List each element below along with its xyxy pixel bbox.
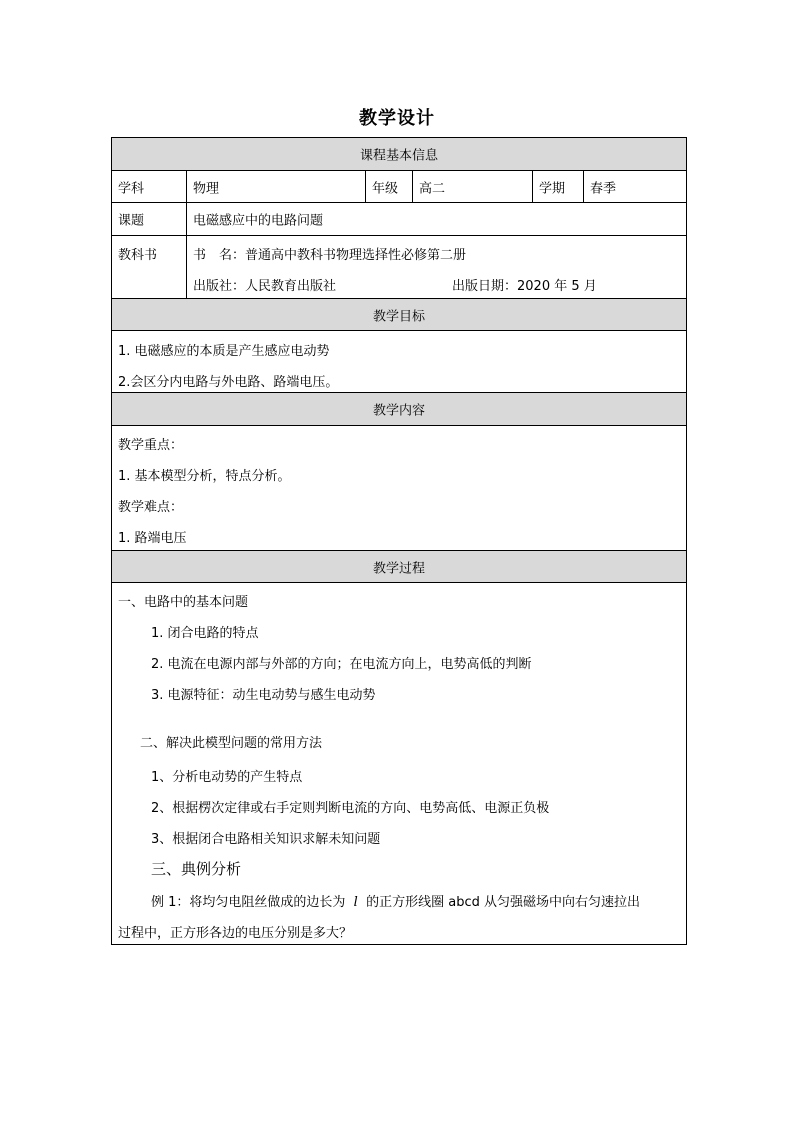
- section-heading: 二、解决此模型问题的常用方法: [140, 736, 323, 751]
- grade-value-cell: [413, 171, 533, 202]
- example-line: [151, 891, 640, 910]
- example-text-start: 例 1：将均匀电阻丝做成的边长为: [151, 895, 346, 910]
- basic-info-header-text: 课程基本信息: [359, 148, 438, 164]
- key-points-label: 教学重点：: [118, 438, 184, 453]
- objectives-header: [112, 299, 686, 331]
- term-label: 学期: [539, 181, 566, 196]
- list-item: 2. 电流在电源内部与外部的方向；在电流方向上，电势高低的判断: [151, 657, 532, 672]
- term-value-cell: [584, 171, 686, 202]
- list-item: 3. 电源特征：动生电动势与感生电动势: [151, 688, 376, 703]
- content-header-text: 教学内容: [372, 403, 425, 419]
- objective-item: 1. 电磁感应的本质是产生感应电动势: [118, 344, 330, 359]
- objectives-header-text: 教学目标: [372, 309, 425, 324]
- process-body: [112, 583, 686, 944]
- grade-value: 高二: [419, 181, 446, 196]
- subject-row: [112, 171, 686, 203]
- topic-row: [112, 203, 686, 236]
- term-label-cell: [533, 171, 584, 202]
- basic-info-header: [112, 138, 686, 171]
- publisher: 出版社：人民教育出版社: [193, 279, 337, 294]
- section-heading: 三、典例分析: [151, 860, 242, 878]
- topic-value-cell: [187, 203, 686, 235]
- textbook-label: 教科书: [118, 248, 158, 263]
- objectives-content: [112, 331, 686, 393]
- term-value: 春季: [590, 181, 617, 196]
- topic-value: 电磁感应中的电路问题: [193, 213, 324, 229]
- subject-value: 物理: [193, 181, 220, 196]
- subject-value-cell: [187, 171, 366, 202]
- book-name: 书 名：普通高中教科书物理选择性必修第二册: [193, 248, 467, 263]
- subject-label-cell: [112, 171, 187, 202]
- content-header: [112, 393, 686, 426]
- textbook-info-cell: [187, 236, 686, 298]
- textbook-label-cell: [112, 236, 187, 298]
- list-item: 3、根据闭合电路相关知识求解未知问题: [151, 832, 381, 847]
- publication-date: 出版日期：2020 年 5 月: [452, 279, 597, 294]
- document-title: 教学设计: [359, 108, 435, 129]
- example-line-2: 过程中，正方形各边的电压分别是多大？: [118, 926, 353, 941]
- difficulty-item: 1. 路端电压: [118, 531, 187, 546]
- grade-label: 年级: [372, 181, 399, 196]
- list-item: 2、根据楞次定律或右手定则判断电流的方向、电势高低、电源正负极: [151, 801, 550, 816]
- subject-label: 学科: [118, 181, 145, 196]
- objective-item: 2.会区分内电路与外电路、路端电压。: [118, 375, 339, 390]
- grade-label-cell: [366, 171, 413, 202]
- topic-label-cell: [112, 203, 187, 235]
- example-text-end: 的正方形线圈 abcd 从匀强磁场中向右匀速拉出: [366, 895, 640, 910]
- list-item: 1. 闭合电路的特点: [151, 626, 259, 641]
- process-header: [112, 551, 686, 583]
- topic-label: 课题: [118, 213, 145, 229]
- content-body: [112, 426, 686, 551]
- process-header-text: 教学过程: [372, 561, 425, 576]
- section-heading: 一、电路中的基本问题: [118, 595, 249, 610]
- key-point-item: 1. 基本模型分析，特点分析。: [118, 469, 291, 484]
- list-item: 1、分析电动势的产生特点: [151, 770, 303, 785]
- side-length-variable: l: [353, 895, 358, 910]
- lesson-plan-table: [111, 137, 687, 945]
- difficulty-label: 教学难点：: [118, 500, 184, 515]
- textbook-row: [112, 236, 686, 299]
